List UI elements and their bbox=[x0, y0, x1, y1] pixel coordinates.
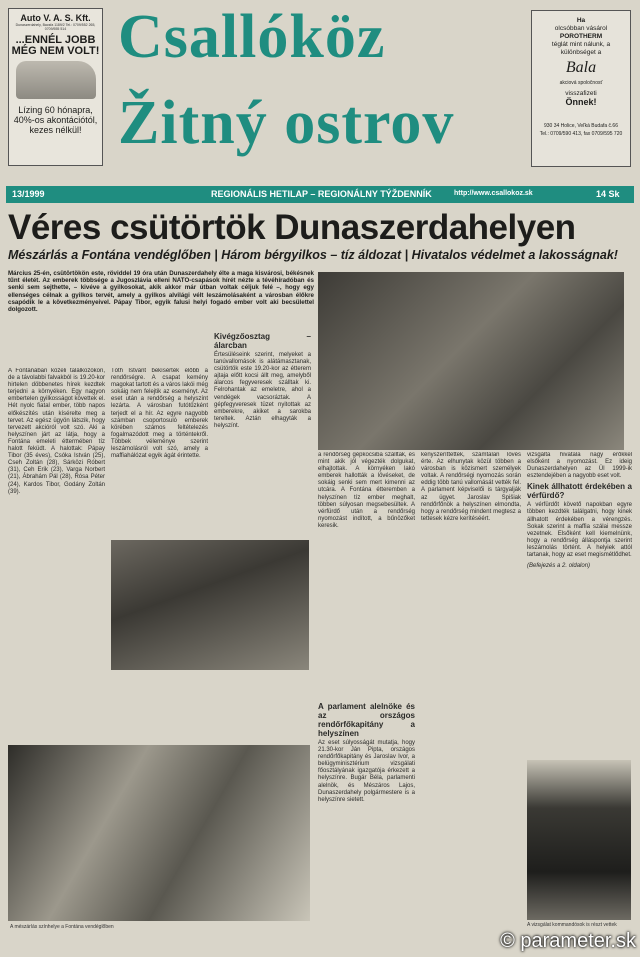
victims-photo bbox=[111, 540, 309, 670]
column-text: Az eset súlyosságát mutatja, hogy 21.30-kor Ján Pipta, országos rendőrfőkapitány és Jaroslav Ivor, a belügyminisztérium vizsgálati főosztályának igazgatója érkezett a helyszínre. Bugár Béla, parlamenti alelnök, és Mészáros Lajos, Dunaszerdahely polgármestere is a helyszínre sietett. bbox=[318, 740, 415, 803]
photo-caption: A vizsgálat kommandósok is részt vettek bbox=[527, 922, 617, 928]
issue-number: 13/1999 bbox=[12, 189, 45, 199]
price: 14 Sk bbox=[596, 189, 620, 199]
section-heading: Kivégzőosztag – álarcban bbox=[214, 332, 311, 350]
ad-tagline: akciová spoločnosť bbox=[559, 80, 603, 86]
main-headline: Véres csütörtök Dunaszerdahelyen bbox=[8, 208, 576, 247]
ad-text: visszafizeti bbox=[565, 90, 597, 97]
website-url: http://www.csallokoz.sk bbox=[454, 190, 533, 197]
ad-footer: Lízing 60 hónapra, 40%-os akontációtól, kezes nélkül! bbox=[13, 105, 98, 135]
column-text: A vérfürdőt követő napokban egyre többen kezdték találgatni, hogy kinek állhatott érdekében a vérengzés. Sokak szerint a maffia szálai messze vezetnek. Elsőként kell kiemelnünk, hogy a rendőrség álláspontja szerint leszámolás történt. A helyiek attól tartanak, hogy az eset megismétlődhet. bbox=[527, 502, 632, 559]
article-column-3 bbox=[214, 330, 311, 536]
ad-slogan: ...ENNÉL JOBB MÉG NEM VOLT! bbox=[11, 34, 100, 57]
advertisement-auto-vas bbox=[8, 8, 103, 166]
column-text: vizsgálta hivatala nagy erőkkel elsőként a nyomozást. Ez ideig Dunaszerdahelyen az Ül 1999-ik esztendejében a nagyobb eset volt. bbox=[527, 452, 632, 480]
ad-text: téglát mint nálunk, a különbséget a bbox=[551, 41, 611, 56]
ad-text: Önnek! bbox=[565, 97, 597, 107]
article-column-3b bbox=[214, 674, 311, 744]
watermark: © parameter.sk bbox=[500, 930, 636, 952]
column-text: Értesüléseink szerint, melyeket a tanúvallomások is alátámasztanak, csütörtök este 19.20-kor az étterem ajtaja előtt kocsi állt meg, amelyből álarcos fegyveresek szálltak ki. Felrohantak az emeletre, ahol a vendégek vacsoráztak. A gépfegyveresek tüzet nyitottak az emberekre, akiket a sarokba tereltek. Aztán elhagyták a helyszínt. bbox=[214, 352, 311, 429]
article-lead: Március 25-én, csütörtökön este, röviddel 19 óra után Dunaszerdahely élte a maga kisvárosi, békésnek tűnt életét. Az emberek többsége a Jugoszlávia elleni NATO-csapások hírét nézte a tévéhíradóban és senki sem sejthette, – kivéve a gyilkosokat, akik akkor már útban voltak céljuk felé –, hogy egy ellenséges célnak a gyilkos tervét, amely a gyilkos alvilági vélt leszámolásaként a városban élőkre csapódik le a következményeivel. Pápay Tibor, egyik falusi helyi fogadó ember volt aki becsülettel dolgozott. bbox=[8, 270, 314, 314]
advertisement-bala bbox=[531, 10, 631, 167]
section-heading: A parlament alelnöke és az országos rendőrfőkapitány a helyszínen bbox=[318, 702, 415, 738]
ad-text: olcsóbban vásárol bbox=[554, 25, 608, 32]
ad-contact-info: Dunaszerdahely, Bacsfa 1189/2 Tel.: 0709/552 265, 0709/555 514 bbox=[15, 23, 96, 31]
issue-bar bbox=[6, 186, 634, 203]
masthead-title-hu: Csallóköz bbox=[118, 3, 386, 71]
article-column-2: Tóth Istvánt bekísérték előbb a rendőrségre. A csapat kemény magokat tartott és a város lakói még sokáig nem felejtik az eseményt. Az eset után a rendőrség a helyszínt lezárta. A városban futótűzként terjedt el a hír. Az egyre nagyobb számban csoportosuló emberek körében számos feltételezés fogalmazódott meg a történtekről. Többek véleménye szerint leszámolásról volt szó, amely a maffiahálózat egyik ágát érintette. bbox=[111, 368, 208, 460]
article-column-4: a rendőrség gépkocsiba szálltak, és mint akik jól végezték dolgukat, elhajtottak. A környéken lakó emberek hallották a lövéseket, de sokáig senki sem mert kimenni az utcára. A Fontána étteremben a helyszínen tíz ember meghalt, többen súlyosan megsebesültek. A vérfürdő után a rendőrség nyomozást indított, a bűnözőket keresik. bbox=[318, 452, 415, 529]
article-column-2b bbox=[111, 674, 208, 744]
police-officer-photo bbox=[527, 760, 631, 920]
newspaper-subtitle: REGIONÁLIS HETILAP – REGIONÁLNY TÝŽDENNÍK bbox=[211, 189, 432, 199]
restaurant-interior-photo bbox=[8, 745, 310, 921]
photo-caption: A mészárlás színhelye a Fontána vendéglőben bbox=[10, 924, 114, 930]
ad-company-name: Auto V. A. S. Kft. bbox=[20, 13, 91, 23]
sub-headline: Mészárlás a Fontána vendéglőben | Három bérgyilkos – tíz áldozat | Hivatalos védelmet a lakosságnak! bbox=[8, 248, 618, 262]
ad-address: 930 34 Holice, Veľká Budafa č.66 bbox=[543, 123, 618, 129]
article-column-6 bbox=[527, 452, 632, 752]
continuation-note: (Befejezés a 2. oldalon) bbox=[527, 563, 591, 570]
crime-scene-photo bbox=[318, 272, 624, 450]
ad-text: Ha bbox=[576, 17, 586, 24]
article-column-4b bbox=[318, 700, 415, 940]
car-image bbox=[16, 61, 96, 99]
ad-brand-porotherm: POROTHERM bbox=[559, 33, 603, 40]
section-heading: Kinek állhatott érdekében a vérfürdő? bbox=[527, 482, 632, 501]
article-column-5: kényszeríttettek, számtalan lövés érte. Az elhunytak közül többen a városban is közismert személyek voltak. A rendőrségi nyomozás során eddig több tanú vallomását vették fel. A parlament képviselői is tárgyalják az ügyet. Jaroslav Spišiak rendőrfőnök a helyszínen elmondta, hogy a rendőrség mindent megtesz a tettesek kézre kerítéséért. bbox=[421, 452, 521, 522]
article-column-1: A Fontánában közeli találkozókon, de a távolabbi falvakból is 19.20-kor hirtelen döbbenetes hírek kezdtek terjedni a környéken. Egy nagyon embertelen gyilkosságot követtek el. Hét nyolc fiatal ember, több napos előkészítés után kísérelte meg a tervet. Az egész ügyön látszik, hogy tervezett akcióról volt szó. Aki a helyszínen járt az látja, hogy a Fontána emeleti éttermében tíz halott feküdt. A halottak: Pápay Tibor (35 éves), Csóka István (25), Cseh Zoltán (28), Sárközi Róbert (31), Ceh Erik (23), Varga Norbert (21), Ábrahám Pál (28), Rósa Péter (24), Kardos Tibor, Godány Zoltán (39). bbox=[8, 368, 105, 495]
masthead-title-sk: Žitný ostrov bbox=[118, 89, 455, 157]
ad-brand-bala: Bala bbox=[565, 59, 597, 76]
ad-phone: Tel.: 0709/590 413, fax 0709/595 720 bbox=[539, 131, 623, 137]
